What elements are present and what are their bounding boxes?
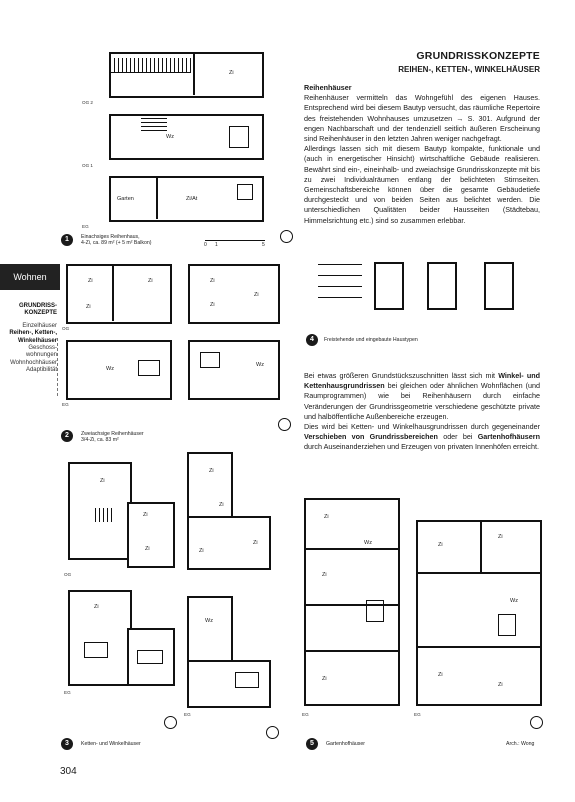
side-nav-item-active[interactable]: Winkelhäuser	[18, 337, 57, 344]
floor-label: EG	[414, 712, 421, 717]
figure-number-5: 5	[306, 738, 318, 750]
figure-caption-2: Zweiachsige Reihenhäuser 3/4-Zi, ca. 83 m²	[81, 431, 144, 444]
floor-plan-gartenhof-a: Zi Zi Wz Zi	[304, 498, 400, 706]
floor-plan-og2: Zi	[109, 52, 264, 98]
floor-plan-gartenhof-b: Zi Zi Wz Zi Zi	[416, 520, 542, 706]
figure-caption-1: Einachsiges Reihenhaus, 4-Zi, ca. 89 m² (+ 5 m² Balkon)	[81, 234, 152, 247]
paragraph: Reihenhäuser vermitteln das Wohngefühl des eigenen Hauses. Entsprechend wird bei diesem Bautyp versucht, das räumliche Repertoire des freistehenden Wohnhauses umzusetzen → S. 301. Aufgrund der engen Nachbarschaft und der tendenziell seitlich äußeren Erscheinung sind Reihenhäuser in den letzten Jahren weniger nachgefragt.	[304, 93, 540, 144]
floor-label: OG	[62, 326, 70, 331]
floor-plan-og-kette: Zi	[68, 462, 132, 560]
floor-label: OG 2	[82, 100, 93, 105]
side-nav-item[interactable]: wohnungen	[25, 352, 57, 359]
north-arrow-icon	[266, 726, 279, 739]
diagram-haustyp-4	[484, 262, 514, 310]
floor-plan-eg: Garten Zi/At	[109, 176, 264, 222]
diagram-haustyp-2	[374, 262, 404, 310]
page-title: GRUNDRISSKONZEPTE	[416, 50, 540, 62]
floor-plan-eg-kette: Zi	[68, 590, 132, 686]
floor-plan-og-winkel: Zi Zi	[187, 452, 233, 522]
floor-plan-og-b: Zi Zi Zi	[188, 264, 280, 324]
figure-caption-3: Ketten- und Winkelhäuser	[81, 741, 141, 747]
floor-plan-eg-winkel-b	[187, 660, 271, 708]
diagram-haustyp-3	[427, 262, 457, 310]
north-arrow-icon	[280, 230, 293, 243]
side-nav-item[interactable]: Wohnhochhäuser	[10, 359, 57, 366]
floor-plan-eg-kette-b	[127, 628, 175, 686]
figure-number-3: 3	[61, 738, 73, 750]
side-nav	[2, 303, 57, 375]
side-nav-item[interactable]: Adaptibilität	[25, 367, 57, 374]
side-nav-title: GRUNDRISS-	[18, 303, 57, 309]
north-arrow-icon	[164, 716, 177, 729]
text-block-winkelhaeuser	[304, 371, 540, 453]
figure-caption-4: Freistehende und eingebaute Haustypen	[324, 337, 418, 343]
figure-number-1: 1	[61, 234, 73, 246]
paragraph: Allerdings lassen sich mit diesem Bautyp kompakte, funktionale und (auch in energetischer Hinsicht) wirtschaftliche Gebäude realisieren. Bewährt sind ein-, eineinhalb- und zweiachsige Grundrisskonzepte mit bis zu zwei Individualräumen entlang der belichteten Stirnseiten. Gemeinschaftsbereiche können über die gesamte Gebäudetiefe durchgesteckt und von beiden Seiten aus belichtet werden. Die unterschiedlichen Qualitäten beider Hausseiten (Städtebau, Himmelsrichtung etc.) sind so zusammen erlebbar.	[304, 144, 540, 225]
north-arrow-icon	[278, 418, 291, 431]
paragraph: Bei etwas größeren Grundstückszuschnitten lässt sich mit Winkel- und Kettenhausgrundrissen bei gleichen oder ähnlichen Wohnflächen (und Raumprogrammen) wie bei Reihenhäusern durch einfache Veränderungen der Grundrissgeometrie verschiedene geschützte private und halböffentliche Außenbereiche erzeugen.	[304, 371, 540, 421]
diagram-haustyp-1	[318, 264, 362, 308]
text-block-reihenhaeuser	[304, 83, 540, 226]
floor-label: OG 1	[82, 163, 93, 168]
figure-credit-5: Arch.: Wong	[506, 741, 535, 747]
side-nav-item-active[interactable]: Reihen-, Ketten-,	[9, 330, 57, 337]
nav-divider	[57, 338, 58, 396]
paragraph: Dies wird bei Ketten- und Winkelhausgrundrissen durch gegeneinander Verschieben von Grundrissbereichen oder bei Gartenhofhäusern durch Auseinanderziehen und Erzeugen von privaten Innenhöfen erreicht.	[304, 422, 540, 452]
floor-plan-og1: Wz	[109, 114, 264, 160]
floor-label: EG	[62, 402, 69, 407]
page-subtitle: REIHEN-, KETTEN-, WINKELHÄUSER	[398, 65, 540, 74]
side-nav-title: KONZEPTE	[24, 310, 57, 317]
floor-label: EG	[184, 712, 191, 717]
scale-bar	[205, 236, 265, 241]
page-number: 304	[60, 766, 77, 777]
figure-caption-5: Gartenhofhäuser	[326, 741, 365, 747]
floor-plan-eg-a: Wz	[66, 340, 172, 400]
section-tab[interactable]: Wohnen	[0, 264, 60, 290]
floor-label: EG	[64, 690, 71, 695]
side-nav-item[interactable]: Einzelhäuser	[22, 322, 57, 329]
floor-plan-og-kette-b: Zi Zi	[127, 502, 175, 568]
north-arrow-icon	[530, 716, 543, 729]
floor-plan-eg-winkel: Wz	[187, 596, 233, 666]
figure-number-4: 4	[306, 334, 318, 346]
floor-label: EG	[82, 224, 89, 229]
figure-number-2: 2	[61, 430, 73, 442]
floor-plan-og-a: Zi Zi Zi	[66, 264, 172, 324]
section-heading: Reihenhäuser	[304, 83, 352, 92]
floor-plan-eg-b: Wz	[188, 340, 280, 400]
side-nav-item[interactable]: Geschoss-	[28, 345, 57, 352]
floor-label: EG	[302, 712, 309, 717]
floor-plan-og-winkel-b: Zi Zi	[187, 516, 271, 570]
floor-label: OG	[64, 572, 72, 577]
